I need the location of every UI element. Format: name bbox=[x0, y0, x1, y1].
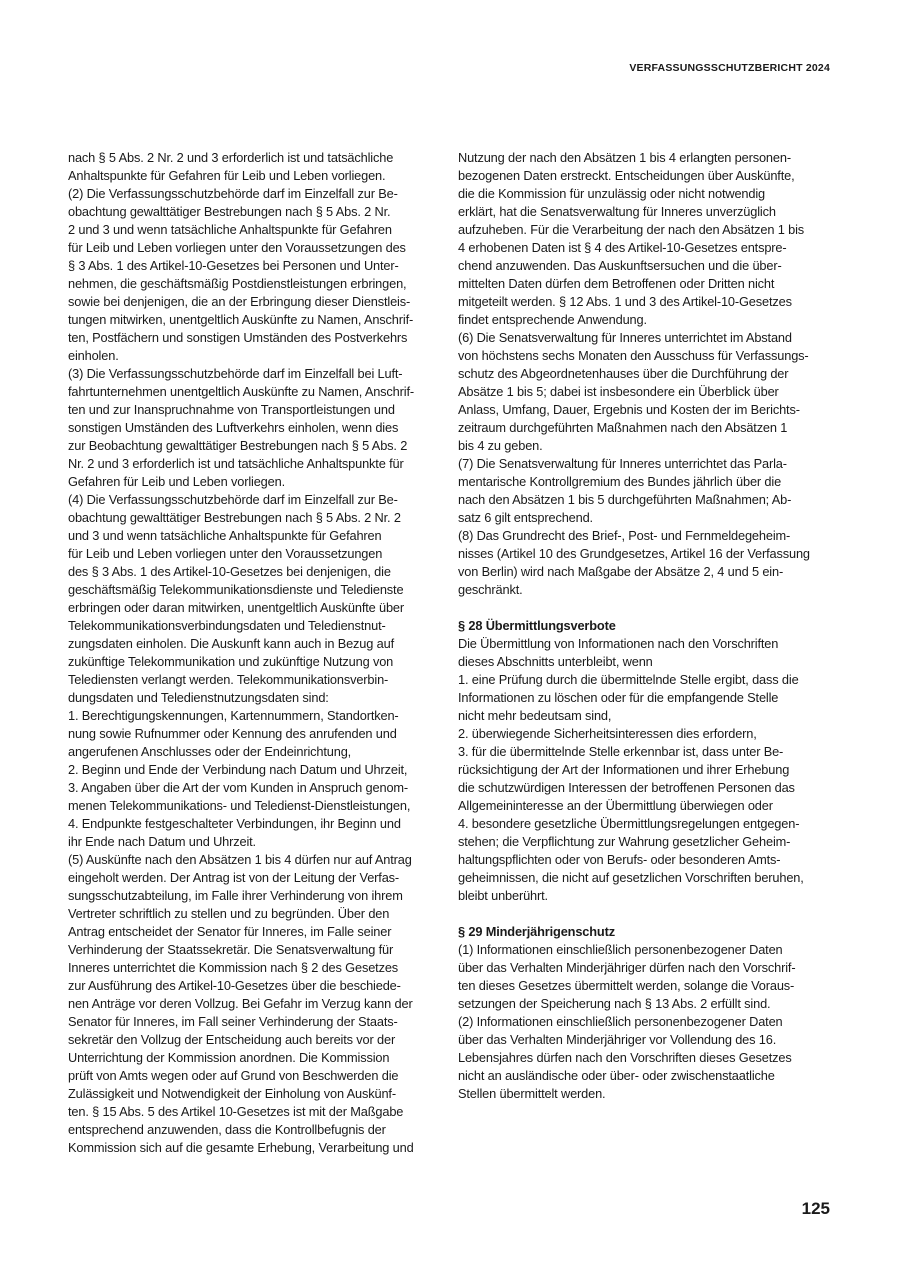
text-line: Telekommunikationsverbindungsdaten und Teledienstnut- bbox=[68, 618, 386, 633]
text-line: die die Kommission für unzulässig oder nicht notwendig bbox=[458, 186, 766, 201]
text-line: für Leib und Leben vorliegen unter den Voraussetzungen des bbox=[68, 240, 406, 255]
text-line: schutz des Abgeordnetenhauses über die Durchführung der bbox=[458, 366, 789, 381]
text-line: nicht mehr bedeutsam sind, bbox=[458, 708, 612, 723]
page-number: 125 bbox=[801, 1199, 830, 1218]
text-line: Inneres unterrichtet die Kommission nach § 2 des Gesetzes bbox=[68, 960, 399, 975]
text-line: Kommission sich auf die gesamte Erhebung, Verarbeitung und bbox=[68, 1140, 414, 1155]
text-line: Telediensten verlangt werden. Telekommunikationsverbin- bbox=[68, 672, 389, 687]
text-line: nach § 5 Abs. 2 Nr. 2 und 3 erforderlich ist und tatsächliche bbox=[68, 150, 394, 165]
text-line: satz 6 gilt entsprechend. bbox=[458, 510, 593, 525]
text-line: (8) Das Grundrecht des Brief-, Post- und Fernmeldegeheim- bbox=[458, 528, 791, 543]
text-line: findet entsprechende Anwendung. bbox=[458, 312, 647, 327]
text-line: eingeholt werden. Der Antrag ist von der Leitung der Verfas- bbox=[68, 870, 400, 885]
text-line: haltungspflichten oder von Berufs- oder besonderen Amts- bbox=[458, 852, 781, 867]
left-column bbox=[68, 149, 445, 1157]
text-line: (3) Die Verfassungsschutzbehörde darf im Einzelfall bei Luft- bbox=[68, 366, 403, 381]
text-line: für Leib und Leben vorliegen unter den Voraussetzungen bbox=[68, 546, 383, 561]
text-line: erklärt, hat die Senatsverwaltung für Inneres unverzüglich bbox=[458, 204, 776, 219]
text-line: nach den Absätzen 1 bis 5 durchgeführten Maßnahmen; Ab- bbox=[458, 492, 792, 507]
text-line: aufzuheben. Für die Verarbeitung der nach den Absätzen 1 bis bbox=[458, 222, 805, 237]
text-line: (5) Auskünfte nach den Absätzen 1 bis 4 dürfen nur auf Antrag bbox=[68, 852, 412, 867]
text-line: 4. besondere gesetzliche Übermittlungsregelungen entgegen- bbox=[458, 816, 800, 831]
text-line: sungsschutzabteilung, im Falle ihrer Verhinderung von ihrem bbox=[68, 888, 403, 903]
text-line: 4 erhobenen Daten ist § 4 des Artikel-10-Gesetzes entspre- bbox=[458, 240, 787, 255]
text-line: Anlass, Umfang, Dauer, Ergebnis und Kosten der im Berichts- bbox=[458, 402, 800, 417]
text-line: prüft von Amts wegen oder auf Grund von Beschwerden die bbox=[68, 1068, 399, 1083]
text-line: Nr. 2 und 3 erforderlich ist und tatsächliche Anhaltspunkte für bbox=[68, 456, 404, 471]
text-line: Vertreter schriftlich zu stellen und zu begründen. Über den bbox=[68, 906, 390, 921]
text-line: (1) Informationen einschließlich personenbezogener Daten bbox=[458, 942, 783, 957]
text-line: (2) Die Verfassungsschutzbehörde darf im Einzelfall zur Be- bbox=[68, 186, 398, 201]
right-intro bbox=[458, 149, 835, 599]
text-line: nicht an ausländische oder über- oder zwischenstaatliche bbox=[458, 1068, 775, 1083]
text-line: bezogenen Daten erstreckt. Entscheidungen über Auskünfte, bbox=[458, 168, 795, 183]
text-line: 1. eine Prüfung durch die übermittelnde Stelle ergibt, dass die bbox=[458, 672, 799, 687]
text-line: über das Verhalten Minderjähriger dürfen nach den Vorschrif- bbox=[458, 960, 796, 975]
text-line: (6) Die Senatsverwaltung für Inneres unterrichtet im Abstand bbox=[458, 330, 792, 345]
text-line: Senator für Inneres, im Fall seiner Verhinderung der Staats- bbox=[68, 1014, 398, 1029]
text-line: (4) Die Verfassungsschutzbehörde darf im Einzelfall zur Be- bbox=[68, 492, 398, 507]
text-line: geheimnissen, die nicht auf gesetzlichen Vorschriften beruhen, bbox=[458, 870, 804, 885]
text-line: ten, Postfächern und sonstigen Umständen des Postverkehrs bbox=[68, 330, 408, 345]
text-line: mitgeteilt werden. § 12 Abs. 1 und 3 des Artikel-10-Gesetzes bbox=[458, 294, 792, 309]
text-line: fahrtunternehmen unentgeltlich Auskünfte zu Namen, Anschrif- bbox=[68, 384, 414, 399]
text-line: bis 4 zu geben. bbox=[458, 438, 543, 453]
text-line: Anhaltspunkte für Gefahren für Leib und Leben vorliegen. bbox=[68, 168, 386, 183]
text-line: des § 3 Abs. 1 des Artikel-10-Gesetzes bei denjenigen, die bbox=[68, 564, 391, 579]
text-line: ten. § 15 Abs. 5 des Artikel 10-Gesetzes ist mit der Maßgabe bbox=[68, 1104, 404, 1119]
text-line: nen Anträge vor deren Vollzug. Bei Gefahr im Verzug kann der bbox=[68, 996, 413, 1011]
text-line: rücksichtigung der Art der Informationen und ihrer Erhebung bbox=[458, 762, 790, 777]
text-line: chend anzuwenden. Das Auskunftsersuchen und die über- bbox=[458, 258, 782, 273]
text-line: ihr Ende nach Datum und Uhrzeit. bbox=[68, 834, 256, 849]
text-line: menen Telekommunikations- und Teledienst-Dienstleistungen, bbox=[68, 798, 411, 813]
text-line: zukünftige Telekommunikation und zukünftige Nutzung von bbox=[68, 654, 394, 669]
text-line: ten und zur Inanspruchnahme von Transportleistungen und bbox=[68, 402, 395, 417]
text-line: 3. Angaben über die Art der vom Kunden in Anspruch genom- bbox=[68, 780, 409, 795]
text-line: (2) Informationen einschließlich personenbezogener Daten bbox=[458, 1014, 783, 1029]
text-line: Gefahren für Leib und Leben vorliegen. bbox=[68, 474, 285, 489]
text-line: dungsdaten und Teledienstnutzungsdaten sind: bbox=[68, 690, 329, 705]
text-line: Antrag entscheidet der Senator für Inneres, im Falle seiner bbox=[68, 924, 392, 939]
text-line: sonstigen Umständen des Luftverkehrs einholen, wenn dies bbox=[68, 420, 399, 435]
text-line: Lebensjahres dürfen nach den Vorschriften dieses Gesetzes bbox=[458, 1050, 792, 1065]
text-line: erbringen oder daran mitwirken, unentgeltlich Auskünfte über bbox=[68, 600, 405, 615]
section-28-body bbox=[458, 635, 835, 905]
text-line: Allgemeininteresse an der Übermittlung überwiegen oder bbox=[458, 798, 773, 813]
text-line: Absätze 1 bis 5; dabei ist insbesondere ein Überblick über bbox=[458, 384, 779, 399]
text-line: ten dieses Gesetzes übermittelt werden, solange die Voraus- bbox=[458, 978, 795, 993]
text-line: (7) Die Senatsverwaltung für Inneres unterrichtet das Parla- bbox=[458, 456, 787, 471]
text-line: Die Übermittlung von Informationen nach den Vorschriften bbox=[458, 636, 779, 651]
section-29-body bbox=[458, 941, 835, 1103]
text-line: 2. Beginn und Ende der Verbindung nach Datum und Uhrzeit, bbox=[68, 762, 408, 777]
text-line: von höchstens sechs Monaten den Ausschuss für Verfassungs- bbox=[458, 348, 809, 363]
text-line: tungen mitwirken, unentgeltlich Auskünfte zu Namen, Anschrif- bbox=[68, 312, 414, 327]
text-line: 2 und 3 und wenn tatsächliche Anhaltspunkte für Gefahren bbox=[68, 222, 392, 237]
text-line: sowie bei denjenigen, die an der Erbringung dieser Dienstleis- bbox=[68, 294, 411, 309]
text-line: 1. Berechtigungskennungen, Kartennummern, Standortken- bbox=[68, 708, 399, 723]
section-28-heading: § 28 Übermittlungsverbote bbox=[458, 618, 616, 633]
text-line: dieses Abschnitts unterbleibt, wenn bbox=[458, 654, 653, 669]
section-gap bbox=[458, 599, 835, 617]
text-line: Zulässigkeit und Notwendigkeit der Einholung von Auskünf- bbox=[68, 1086, 396, 1101]
text-line: angerufenen Anschlusses oder der Endeinrichtung, bbox=[68, 744, 352, 759]
text-line: 2. überwiegende Sicherheitsinteressen dies erfordern, bbox=[458, 726, 757, 741]
text-line: geschränkt. bbox=[458, 582, 523, 597]
text-line: obachtung gewalttätiger Bestrebungen nach § 5 Abs. 2 Nr. 2 bbox=[68, 510, 401, 525]
running-header: VERFASSUNGSSCHUTZBERICHT 2024 bbox=[629, 62, 830, 74]
text-line: 3. für die übermittelnde Stelle erkennbar ist, dass unter Be- bbox=[458, 744, 784, 759]
text-line: § 3 Abs. 1 des Artikel-10-Gesetzes bei Personen und Unter- bbox=[68, 258, 399, 273]
text-line: zur Ausführung des Artikel-10-Gesetzes über die beschiede- bbox=[68, 978, 401, 993]
section-gap bbox=[458, 905, 835, 923]
text-line: obachtung gewalttätiger Bestrebungen nach § 5 Abs. 2 Nr. bbox=[68, 204, 391, 219]
text-line: 4. Endpunkte festgeschalteter Verbindungen, ihr Beginn und bbox=[68, 816, 401, 831]
text-line: nisses (Artikel 10 des Grundgesetzes, Artikel 16 der Verfassung bbox=[458, 546, 810, 561]
text-line: entsprechend anzuwenden, dass die Kontrollbefugnis der bbox=[68, 1122, 386, 1137]
text-line: sekretär den Vollzug der Entscheidung auch bereits vor der bbox=[68, 1032, 396, 1047]
text-line: nung sowie Rufnummer oder Kennung des anrufenden und bbox=[68, 726, 397, 741]
text-line: zungsdaten einholen. Die Auskunft kann auch in Bezug auf bbox=[68, 636, 394, 651]
text-line: Nutzung der nach den Absätzen 1 bis 4 erlangten personen- bbox=[458, 150, 791, 165]
text-line: einholen. bbox=[68, 348, 119, 363]
text-line: über das Verhalten Minderjähriger vor Vollendung des 16. bbox=[458, 1032, 777, 1047]
text-line: Informationen zu löschen oder für die empfangende Stelle bbox=[458, 690, 779, 705]
text-line: von Berlin) wird nach Maßgabe der Absätze 2, 4 und 5 ein- bbox=[458, 564, 784, 579]
text-line: zur Beobachtung gewalttätiger Bestrebungen nach § 5 Abs. 2 bbox=[68, 438, 408, 453]
text-line: setzungen der Speicherung nach § 13 Abs. 2 erfüllt sind. bbox=[458, 996, 771, 1011]
text-line: Stellen übermittelt werden. bbox=[458, 1086, 606, 1101]
text-line: und 3 und wenn tatsächliche Anhaltspunkte für Gefahren bbox=[68, 528, 382, 543]
text-line: bleibt unberührt. bbox=[458, 888, 548, 903]
text-line: geschäftsmäßig Telekommunikationsdienste und Teledienste bbox=[68, 582, 404, 597]
text-line: die schutzwürdigen Interessen der betroffenen Personen das bbox=[458, 780, 795, 795]
right-column bbox=[458, 149, 835, 1103]
text-line: stehen; die Verpflichtung zur Wahrung gesetzlicher Geheim- bbox=[458, 834, 791, 849]
section-29-heading: § 29 Minderjährigenschutz bbox=[458, 924, 615, 939]
text-line: mentarische Kontrollgremium des Bundes jährlich über die bbox=[458, 474, 782, 489]
text-line: Verhinderung der Staatssekretär. Die Senatsverwaltung für bbox=[68, 942, 394, 957]
text-line: Unterrichtung der Kommission anordnen. Die Kommission bbox=[68, 1050, 390, 1065]
text-line: nehmen, die geschäftsmäßig Postdienstleistungen erbringen, bbox=[68, 276, 407, 291]
text-line: zeitraum durchgeführten Maßnahmen nach den Absätzen 1 bbox=[458, 420, 788, 435]
text-line: mittelten Daten dürfen dem Betroffenen oder Dritten nicht bbox=[458, 276, 775, 291]
